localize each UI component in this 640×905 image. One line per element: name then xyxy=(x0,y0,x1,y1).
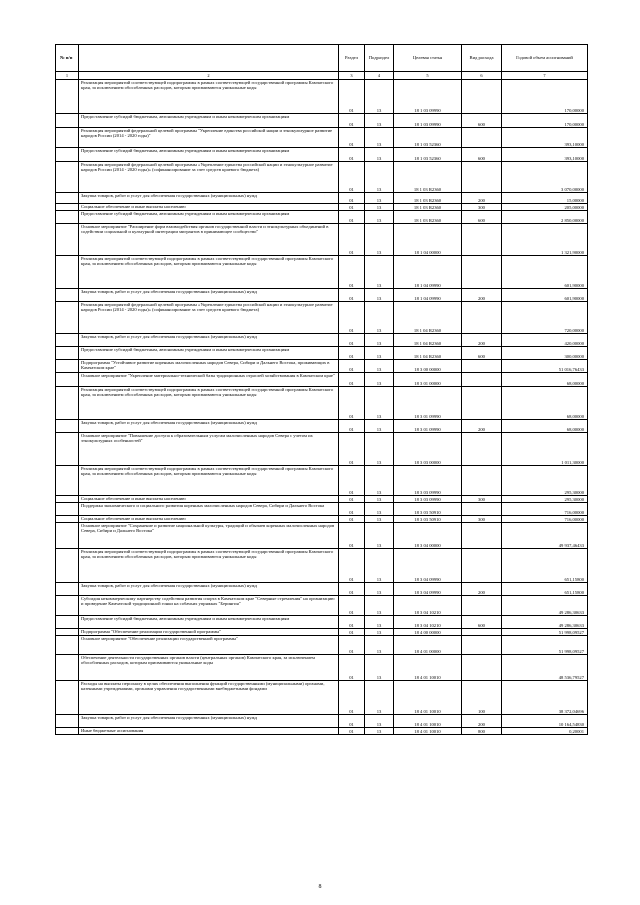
row-num-cell xyxy=(56,516,79,523)
table-row xyxy=(56,433,588,466)
column-index: 4 xyxy=(365,72,394,80)
row-podrazdel-cell: 13 xyxy=(365,289,394,302)
row-article-cell: 18 1 03 52360 xyxy=(394,128,462,148)
row-amount-cell: 601,90000 xyxy=(502,256,588,289)
header-amount: Годовой объем ассигнований xyxy=(502,45,588,72)
header-podrazdel: Подраздел xyxy=(365,45,394,72)
row-razdel-cell: 01 xyxy=(339,466,365,496)
row-amount-cell: 3 070,00000 xyxy=(502,162,588,193)
row-razdel-cell: 01 xyxy=(339,655,365,681)
row-amount-cell: 720,00000 xyxy=(502,302,588,334)
row-type-cell xyxy=(462,629,502,636)
row-razdel-cell: 01 xyxy=(339,636,365,655)
row-amount-cell: 295,30000 xyxy=(502,496,588,503)
table-row xyxy=(56,596,588,616)
row-type-cell xyxy=(462,128,502,148)
row-podrazdel-cell: 13 xyxy=(365,496,394,503)
row-num-cell xyxy=(56,466,79,496)
row-name-cell: Поддержка экономического и социального развития коренных малочисленных народов Севера, Сибири и Дальнего Востока xyxy=(79,503,339,516)
row-name-cell: Предоставление субсидий бюджетным, автономным учреждениям и иным некоммерческим организациям xyxy=(79,211,339,224)
row-type-cell: 600 xyxy=(462,211,502,224)
table-row xyxy=(56,681,588,715)
row-type-cell: 300 xyxy=(462,496,502,503)
row-amount-cell: 295,30000 xyxy=(502,466,588,496)
table-row xyxy=(56,549,588,583)
row-name-cell: Реализация мероприятий федеральной целевой программы «Укрепление единства российской нации и этнокультурное развитие народов России (2014 - 2020 годы)» (софинансирование за счет средств краевого бюджета) xyxy=(79,302,339,334)
row-article-cell: 18 1 04 00000 xyxy=(394,224,462,256)
table-row xyxy=(56,715,588,728)
row-article-cell: 18 3 03 50910 xyxy=(394,516,462,523)
column-index: 2 xyxy=(79,72,339,80)
row-type-cell: 200 xyxy=(462,420,502,433)
row-podrazdel-cell: 13 xyxy=(365,373,394,387)
row-type-cell xyxy=(462,655,502,681)
table-row xyxy=(56,162,588,193)
row-num-cell xyxy=(56,347,79,360)
header-name xyxy=(79,45,339,72)
row-name-cell: Основное мероприятие "Укрепление материально-технической базы традиционных отраслей хозяйствования в Камчатском крае" xyxy=(79,373,339,387)
row-num-cell xyxy=(56,503,79,516)
row-amount-cell: 300,00000 xyxy=(502,347,588,360)
row-type-cell: 200 xyxy=(462,715,502,728)
row-razdel-cell: 01 xyxy=(339,715,365,728)
row-num-cell xyxy=(56,715,79,728)
row-name-cell: Реализация мероприятий федеральной целевой программы «Укрепление единства российской нации и этнокультурное развитие народов России (2014 - 2020 годы)» (софинансирование за счет средств краевого бюджета) xyxy=(79,162,339,193)
row-num-cell xyxy=(56,360,79,373)
row-type-cell xyxy=(462,80,502,114)
row-razdel-cell: 01 xyxy=(339,496,365,503)
row-razdel-cell: 01 xyxy=(339,162,365,193)
row-article-cell: 18 4 00 00000 xyxy=(394,629,462,636)
row-amount-cell: 393,10000 xyxy=(502,148,588,162)
row-num-cell xyxy=(56,629,79,636)
row-type-cell: 200 xyxy=(462,289,502,302)
table-row xyxy=(56,728,588,735)
row-podrazdel-cell: 13 xyxy=(365,80,394,114)
table-header-row xyxy=(56,45,588,72)
row-num-cell xyxy=(56,728,79,735)
row-podrazdel-cell: 13 xyxy=(365,583,394,596)
table-row xyxy=(56,387,588,420)
table-row xyxy=(56,373,588,387)
row-article-cell: 18 3 03 00000 xyxy=(394,433,462,466)
row-type-cell xyxy=(462,360,502,373)
row-article-cell: 18 3 04 10210 xyxy=(394,596,462,616)
row-amount-cell: 205,00000 xyxy=(502,204,588,211)
row-podrazdel-cell: 13 xyxy=(365,728,394,735)
row-article-cell: 18 3 04 10210 xyxy=(394,616,462,629)
row-name-cell: Реализация мероприятий соответствующей подпрограммы в рамках соответствующей государственной программы Камчатского края, за исключением обособленных расходов, которым присваиваются уникальные коды xyxy=(79,256,339,289)
table-row xyxy=(56,496,588,503)
row-article-cell: 18 3 04 09990 xyxy=(394,583,462,596)
row-article-cell: 18 1 03 09990 xyxy=(394,114,462,128)
row-podrazdel-cell: 13 xyxy=(365,224,394,256)
row-razdel-cell: 01 xyxy=(339,516,365,523)
row-name-cell: Закупка товаров, работ и услуг для обеспечения государственных (муниципальных) нужд xyxy=(79,583,339,596)
table-row xyxy=(56,636,588,655)
table-row xyxy=(56,347,588,360)
table-row xyxy=(56,211,588,224)
row-razdel-cell: 01 xyxy=(339,302,365,334)
column-index: 3 xyxy=(339,72,365,80)
row-article-cell: 18 3 01 00000 xyxy=(394,373,462,387)
row-amount-cell: 170,00000 xyxy=(502,114,588,128)
row-article-cell: 18 1 03 R2360 xyxy=(394,162,462,193)
table-row xyxy=(56,516,588,523)
row-type-cell xyxy=(462,224,502,256)
row-article-cell: 18 1 04 R2360 xyxy=(394,347,462,360)
table-row xyxy=(56,420,588,433)
budget-table xyxy=(55,44,588,735)
row-name-cell: Основное мероприятие "Повышение доступа к образовательным услугам малочисленных народов Севера с учетом их этнокультурных особенностей" xyxy=(79,433,339,466)
row-razdel-cell: 01 xyxy=(339,433,365,466)
row-article-cell: 18 4 01 00000 xyxy=(394,636,462,655)
row-podrazdel-cell: 13 xyxy=(365,302,394,334)
table-row xyxy=(56,114,588,128)
row-razdel-cell: 01 xyxy=(339,256,365,289)
row-article-cell: 18 3 04 00000 xyxy=(394,523,462,549)
row-name-cell: Обеспечение деятельности государственных органов власти (центральных органов) Камчатского края, за исключением обособленных расходов, которым присваиваются уникальные коды xyxy=(79,655,339,681)
row-name-cell: Закупка товаров, работ и услуг для обеспечения государственных (муниципальных) нужд xyxy=(79,289,339,302)
row-podrazdel-cell: 13 xyxy=(365,629,394,636)
row-type-cell: 200 xyxy=(462,583,502,596)
row-num-cell xyxy=(56,549,79,583)
row-num-cell xyxy=(56,128,79,148)
row-amount-cell: 651,15800 xyxy=(502,583,588,596)
row-name-cell: Закупка товаров, работ и услуг для обеспечения государственных (муниципальных) нужд xyxy=(79,420,339,433)
row-num-cell xyxy=(56,148,79,162)
row-podrazdel-cell: 13 xyxy=(365,433,394,466)
row-amount-cell: 10 164,54830 xyxy=(502,715,588,728)
row-num-cell xyxy=(56,420,79,433)
row-type-cell xyxy=(462,503,502,516)
row-article-cell: 18 3 04 09990 xyxy=(394,549,462,583)
row-type-cell: 200 xyxy=(462,193,502,204)
row-num-cell xyxy=(56,114,79,128)
row-name-cell: Закупка товаров, работ и услуг для обеспечения государственных (муниципальных) нужд xyxy=(79,715,339,728)
column-index: 1 xyxy=(56,72,79,80)
row-podrazdel-cell: 13 xyxy=(365,466,394,496)
row-type-cell: 300 xyxy=(462,204,502,211)
budget-table-page xyxy=(55,44,587,735)
row-amount-cell: 68,00000 xyxy=(502,373,588,387)
row-name-cell: Реализация мероприятий соответствующей подпрограммы в рамках соответствующей государственной программы Камчатского края, за исключением обособленных расходов, которым присваиваются уникальные коды xyxy=(79,466,339,496)
row-podrazdel-cell: 13 xyxy=(365,162,394,193)
row-num-cell xyxy=(56,256,79,289)
row-name-cell: Реализация мероприятий соответствующей подпрограммы в рамках соответствующей государственной программы Камчатского края, за исключением обособленных расходов, которым присваиваются уникальные коды xyxy=(79,549,339,583)
row-podrazdel-cell: 13 xyxy=(365,148,394,162)
row-name-cell: Иные бюджетные ассигнования xyxy=(79,728,339,735)
row-type-cell xyxy=(462,373,502,387)
column-index: 5 xyxy=(394,72,462,80)
table-row xyxy=(56,80,588,114)
row-type-cell: 800 xyxy=(462,728,502,735)
row-razdel-cell: 01 xyxy=(339,387,365,420)
row-article-cell: 18 1 04 09990 xyxy=(394,256,462,289)
row-amount-cell: 51 016,76433 xyxy=(502,360,588,373)
row-name-cell: Подпрограмма "Обеспечение реализации государственной программы" xyxy=(79,629,339,636)
table-row xyxy=(56,334,588,347)
row-razdel-cell: 01 xyxy=(339,503,365,516)
row-type-cell xyxy=(462,596,502,616)
row-razdel-cell: 01 xyxy=(339,629,365,636)
row-razdel-cell: 01 xyxy=(339,420,365,433)
row-name-cell: Социальное обеспечение и иные выплаты населению xyxy=(79,204,339,211)
row-amount-cell: 1 321,90000 xyxy=(502,224,588,256)
table-row xyxy=(56,583,588,596)
row-name-cell: Социальное обеспечение и иные выплаты населению xyxy=(79,516,339,523)
row-razdel-cell: 01 xyxy=(339,289,365,302)
row-amount-cell: 51 998,09527 xyxy=(502,629,588,636)
row-num-cell xyxy=(56,387,79,420)
row-razdel-cell: 01 xyxy=(339,360,365,373)
row-podrazdel-cell: 13 xyxy=(365,334,394,347)
row-razdel-cell: 01 xyxy=(339,347,365,360)
row-article-cell: 18 1 03 52360 xyxy=(394,148,462,162)
row-name-cell: Субсидия некоммерческому партнерству содействия развития спорта в Камчатском крае "Северные стремления" на организацию и проведение Камчатской традиционной гонки на собачьих упряжках "Берингия" xyxy=(79,596,339,616)
row-podrazdel-cell: 13 xyxy=(365,360,394,373)
row-razdel-cell: 01 xyxy=(339,128,365,148)
row-razdel-cell: 01 xyxy=(339,334,365,347)
row-article-cell: 18 4 01 10010 xyxy=(394,681,462,715)
row-num-cell xyxy=(56,162,79,193)
row-article-cell: 18 1 04 09990 xyxy=(394,289,462,302)
row-article-cell: 18 1 03 R2360 xyxy=(394,204,462,211)
row-amount-cell: 716,00000 xyxy=(502,516,588,523)
row-amount-cell: 170,00000 xyxy=(502,80,588,114)
row-name-cell: Реализация мероприятий федеральной целевой программы "Укрепление единства российской нации и этнокультурное развитие народов России (2014 - 2020 годы)" xyxy=(79,128,339,148)
row-amount-cell: 49 937,46433 xyxy=(502,523,588,549)
row-name-cell: Предоставление субсидий бюджетным, автономным учреждениям и иным некоммерческим организациям xyxy=(79,616,339,629)
row-name-cell: Основное мероприятие "Сохранение и развитие национальной культуры, традиций и обычаев коренных малочисленных народов Севера, Сибири и Дальнего Востока" xyxy=(79,523,339,549)
row-num-cell xyxy=(56,596,79,616)
table-row xyxy=(56,360,588,373)
row-podrazdel-cell: 13 xyxy=(365,715,394,728)
row-name-cell: Реализация мероприятий соответствующей подпрограммы в рамках соответствующей государственной программы Камчатского края, за исключением обособленных расходов, которым присваиваются уникальные коды xyxy=(79,80,339,114)
row-amount-cell: 68,00000 xyxy=(502,387,588,420)
row-article-cell: 18 3 01 09990 xyxy=(394,420,462,433)
row-num-cell xyxy=(56,193,79,204)
row-type-cell xyxy=(462,549,502,583)
row-podrazdel-cell: 13 xyxy=(365,347,394,360)
row-amount-cell: 651,15800 xyxy=(502,549,588,583)
row-num-cell xyxy=(56,204,79,211)
row-podrazdel-cell: 13 xyxy=(365,503,394,516)
row-podrazdel-cell: 13 xyxy=(365,636,394,655)
row-num-cell xyxy=(56,224,79,256)
row-podrazdel-cell: 13 xyxy=(365,193,394,204)
row-type-cell: 200 xyxy=(462,334,502,347)
row-podrazdel-cell: 13 xyxy=(365,204,394,211)
row-name-cell: Подпрограмма "Устойчивое развитие коренных малочисленных народов Севера, Сибири и Дальнего Востока, проживающих в Камчатском крае" xyxy=(79,360,339,373)
row-name-cell: Предоставление субсидий бюджетным, автономным учреждениям и иным некоммерческим организациям xyxy=(79,148,339,162)
row-article-cell: 18 1 04 R2360 xyxy=(394,334,462,347)
row-amount-cell: 49 286,30633 xyxy=(502,616,588,629)
row-num-cell xyxy=(56,289,79,302)
row-razdel-cell: 01 xyxy=(339,193,365,204)
row-amount-cell: 393,10000 xyxy=(502,128,588,148)
row-type-cell xyxy=(462,256,502,289)
row-podrazdel-cell: 13 xyxy=(365,616,394,629)
row-num-cell xyxy=(56,616,79,629)
table-row xyxy=(56,629,588,636)
row-podrazdel-cell: 13 xyxy=(365,523,394,549)
row-type-cell: 100 xyxy=(462,681,502,715)
row-podrazdel-cell: 13 xyxy=(365,128,394,148)
row-num-cell xyxy=(56,496,79,503)
row-name-cell: Закупка товаров, работ и услуг для обеспечения государственных (муниципальных) нужд xyxy=(79,334,339,347)
table-row xyxy=(56,503,588,516)
row-podrazdel-cell: 13 xyxy=(365,420,394,433)
row-article-cell: 18 3 01 09990 xyxy=(394,387,462,420)
row-article-cell: 18 4 01 10010 xyxy=(394,655,462,681)
table-row xyxy=(56,466,588,496)
row-amount-cell: 68,00000 xyxy=(502,420,588,433)
row-num-cell xyxy=(56,655,79,681)
row-name-cell: Предоставление субсидий бюджетным, автономным учреждениям и иным некоммерческим организациям xyxy=(79,347,339,360)
header-num: № п/п xyxy=(56,45,79,72)
table-row xyxy=(56,302,588,334)
row-article-cell: 18 3 03 09990 xyxy=(394,466,462,496)
row-type-cell: 600 xyxy=(462,616,502,629)
row-amount-cell: 15,00000 xyxy=(502,193,588,204)
row-num-cell xyxy=(56,302,79,334)
row-amount-cell: 48 536,79527 xyxy=(502,655,588,681)
row-article-cell: 18 1 04 R2360 xyxy=(394,302,462,334)
row-podrazdel-cell: 13 xyxy=(365,549,394,583)
row-podrazdel-cell: 13 xyxy=(365,655,394,681)
row-amount-cell: 716,00000 xyxy=(502,503,588,516)
row-num-cell xyxy=(56,523,79,549)
row-type-cell xyxy=(462,387,502,420)
row-article-cell: 18 3 00 00000 xyxy=(394,360,462,373)
row-podrazdel-cell: 13 xyxy=(365,681,394,715)
row-amount-cell: 420,00000 xyxy=(502,334,588,347)
row-razdel-cell: 01 xyxy=(339,80,365,114)
row-num-cell xyxy=(56,583,79,596)
row-razdel-cell: 01 xyxy=(339,148,365,162)
row-podrazdel-cell: 13 xyxy=(365,516,394,523)
row-type-cell: 600 xyxy=(462,114,502,128)
row-type-cell xyxy=(462,302,502,334)
column-index: 7 xyxy=(502,72,588,80)
row-razdel-cell: 01 xyxy=(339,224,365,256)
row-num-cell xyxy=(56,681,79,715)
row-podrazdel-cell: 13 xyxy=(365,596,394,616)
table-body xyxy=(56,80,588,735)
row-razdel-cell: 01 xyxy=(339,211,365,224)
row-type-cell xyxy=(462,466,502,496)
row-name-cell: Предоставление субсидий бюджетным, автономным учреждениям и иным некоммерческим организациям xyxy=(79,114,339,128)
row-name-cell: Расходы на выплаты персоналу в целях обеспечения выполнения функций государственными (муниципальными) органами, казенными учреждениями, органами управления государственными внебюджетными фондами xyxy=(79,681,339,715)
row-razdel-cell: 01 xyxy=(339,583,365,596)
row-type-cell xyxy=(462,523,502,549)
table-row xyxy=(56,289,588,302)
row-razdel-cell: 01 xyxy=(339,114,365,128)
row-num-cell xyxy=(56,433,79,466)
row-article-cell: 18 3 03 09990 xyxy=(394,496,462,503)
row-article-cell: 18 1 03 09990 xyxy=(394,80,462,114)
row-type-cell: 300 xyxy=(462,516,502,523)
row-razdel-cell: 01 xyxy=(339,204,365,211)
header-article: Целевая статья xyxy=(394,45,462,72)
table-row xyxy=(56,616,588,629)
table-row xyxy=(56,224,588,256)
row-name-cell: Основное мероприятие "Обеспечение реализации государственной программы" xyxy=(79,636,339,655)
table-row xyxy=(56,204,588,211)
row-razdel-cell: 01 xyxy=(339,373,365,387)
row-amount-cell: 49 286,30633 xyxy=(502,596,588,616)
row-amount-cell: 1 011,30000 xyxy=(502,433,588,466)
row-razdel-cell: 01 xyxy=(339,728,365,735)
table-row xyxy=(56,256,588,289)
row-name-cell: Реализация мероприятий соответствующей подпрограммы в рамках соответствующей государственной программы Камчатского края, за исключением обособленных расходов, которым присваиваются уникальные коды xyxy=(79,387,339,420)
row-amount-cell: 601,90000 xyxy=(502,289,588,302)
row-num-cell xyxy=(56,211,79,224)
row-num-cell xyxy=(56,80,79,114)
table-row xyxy=(56,523,588,549)
row-type-cell: 600 xyxy=(462,347,502,360)
row-podrazdel-cell: 13 xyxy=(365,211,394,224)
row-razdel-cell: 01 xyxy=(339,523,365,549)
column-index-row xyxy=(56,72,588,80)
row-num-cell xyxy=(56,334,79,347)
row-num-cell xyxy=(56,636,79,655)
row-type-cell xyxy=(462,636,502,655)
row-razdel-cell: 01 xyxy=(339,596,365,616)
row-razdel-cell: 01 xyxy=(339,549,365,583)
row-name-cell: Социальное обеспечение и иные выплаты населению xyxy=(79,496,339,503)
row-num-cell xyxy=(56,373,79,387)
column-index: 6 xyxy=(462,72,502,80)
row-name-cell: Основное мероприятие "Расширение форм взаимодействия органов государственной власти и этнокультурных объединений в содействии социальной и культурной интеграции мигрантов в принимающее сообщество" xyxy=(79,224,339,256)
row-amount-cell: 51 998,09527 xyxy=(502,636,588,655)
row-type-cell: 600 xyxy=(462,148,502,162)
page-number: 8 xyxy=(318,884,322,890)
row-article-cell: 18 1 03 R2360 xyxy=(394,193,462,204)
row-amount-cell: 2 850,00000 xyxy=(502,211,588,224)
header-razdel: Раздел xyxy=(339,45,365,72)
row-amount-cell: 0,20001 xyxy=(502,728,588,735)
row-article-cell: 18 4 01 10010 xyxy=(394,728,462,735)
row-amount-cell: 38 372,04696 xyxy=(502,681,588,715)
table-row xyxy=(56,128,588,148)
row-type-cell xyxy=(462,162,502,193)
row-razdel-cell: 01 xyxy=(339,616,365,629)
table-row xyxy=(56,193,588,204)
row-podrazdel-cell: 13 xyxy=(365,387,394,420)
table-row xyxy=(56,148,588,162)
row-type-cell xyxy=(462,433,502,466)
row-podrazdel-cell: 13 xyxy=(365,114,394,128)
header-type: Вид расхода xyxy=(462,45,502,72)
row-article-cell: 18 4 01 10010 xyxy=(394,715,462,728)
row-name-cell: Закупка товаров, работ и услуг для обеспечения государственных (муниципальных) нужд xyxy=(79,193,339,204)
table-row xyxy=(56,655,588,681)
row-podrazdel-cell: 13 xyxy=(365,256,394,289)
row-article-cell: 18 1 03 R2360 xyxy=(394,211,462,224)
row-razdel-cell: 01 xyxy=(339,681,365,715)
row-article-cell: 18 3 03 50910 xyxy=(394,503,462,516)
